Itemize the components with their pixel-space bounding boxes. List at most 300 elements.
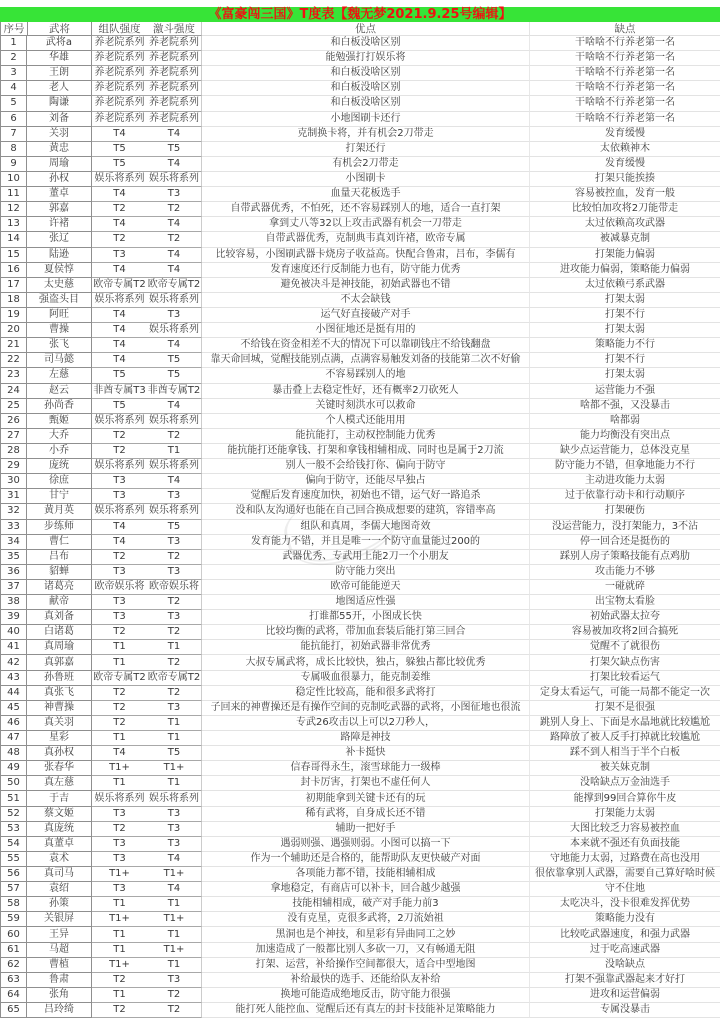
table-row bbox=[0, 595, 720, 610]
pros: 关键时刻洪水可以救命 bbox=[202, 399, 530, 414]
row-number: 28 bbox=[0, 444, 27, 459]
pros: 武器优秀、专武用上能2刀一个小朋友 bbox=[202, 550, 530, 565]
team-tier: 养老院系列 bbox=[92, 112, 147, 127]
table-row bbox=[0, 716, 720, 731]
battle-tier: T1 bbox=[147, 958, 202, 973]
cons: 打架能力偏弱 bbox=[530, 248, 720, 263]
pros: 能打死人能控血、觉醒后还有真左的封卡技能补足策略能力 bbox=[202, 1003, 530, 1018]
pros: 和白板没啥区别 bbox=[202, 81, 530, 96]
row-number: 44 bbox=[0, 686, 27, 701]
header-team-tier: 组队强度 bbox=[92, 22, 147, 36]
table-row bbox=[0, 686, 720, 701]
battle-tier: T2 bbox=[147, 232, 202, 247]
general-name: 真周瑜 bbox=[27, 640, 92, 655]
row-number: 14 bbox=[0, 232, 27, 247]
header-row-number: 序号 bbox=[0, 22, 27, 36]
team-tier: T5 bbox=[92, 157, 147, 172]
battle-tier: T5 bbox=[147, 353, 202, 368]
pros: 辅助一把好手 bbox=[202, 822, 530, 837]
battle-tier: T2 bbox=[147, 595, 202, 610]
general-name: 周瑜 bbox=[27, 157, 92, 172]
row-number: 63 bbox=[0, 973, 27, 988]
row-number: 36 bbox=[0, 565, 27, 580]
general-name: 陶谦 bbox=[27, 96, 92, 111]
general-name: 张春华 bbox=[27, 761, 92, 776]
team-tier: T1+ bbox=[92, 761, 147, 776]
cons: 被减暴克制 bbox=[530, 232, 720, 247]
table-row bbox=[0, 384, 720, 399]
row-number: 12 bbox=[0, 202, 27, 217]
row-number: 57 bbox=[0, 882, 27, 897]
team-tier: T5 bbox=[92, 142, 147, 157]
battle-tier: 娱乐将系列 bbox=[147, 414, 202, 429]
cons: 啥都不强，又没暴击 bbox=[530, 399, 720, 414]
table-row bbox=[0, 655, 720, 670]
row-number: 30 bbox=[0, 474, 27, 489]
battle-tier: T4 bbox=[147, 127, 202, 142]
table-row bbox=[0, 550, 720, 565]
pros: 加速造成了一般都比别人多砍一刀，又有畅通无阻 bbox=[202, 943, 530, 958]
row-number: 18 bbox=[0, 293, 27, 308]
row-number: 53 bbox=[0, 822, 27, 837]
general-name: 袁术 bbox=[27, 852, 92, 867]
general-name: 真郭嘉 bbox=[27, 655, 92, 670]
table-row bbox=[0, 852, 720, 867]
pros: 防守能力突出 bbox=[202, 565, 530, 580]
row-number: 47 bbox=[0, 731, 27, 746]
pros: 个人模式还能用用 bbox=[202, 414, 530, 429]
team-tier: T2 bbox=[92, 202, 147, 217]
header-cons: 缺点 bbox=[530, 22, 720, 36]
pros: 和白板没啥区别 bbox=[202, 66, 530, 81]
general-name: 袁绍 bbox=[27, 882, 92, 897]
table-row bbox=[0, 414, 720, 429]
row-number: 21 bbox=[0, 338, 27, 353]
general-name: 张飞 bbox=[27, 338, 92, 353]
row-number: 52 bbox=[0, 807, 27, 822]
pros: 没有克星，克很多武将，2刀流始祖 bbox=[202, 912, 530, 927]
general-name: 孙尚香 bbox=[27, 399, 92, 414]
team-tier: T3 bbox=[92, 882, 147, 897]
row-number: 26 bbox=[0, 414, 27, 429]
table-row bbox=[0, 96, 720, 111]
row-number: 61 bbox=[0, 943, 27, 958]
team-tier: T4 bbox=[92, 187, 147, 202]
pros: 不容易踩别人的地 bbox=[202, 368, 530, 383]
cons: 干啥啥不行养老第一名 bbox=[530, 36, 720, 51]
battle-tier: T1 bbox=[147, 640, 202, 655]
row-number: 45 bbox=[0, 701, 27, 716]
row-number: 41 bbox=[0, 640, 27, 655]
battle-tier: T3 bbox=[147, 822, 202, 837]
team-tier: T4 bbox=[92, 353, 147, 368]
row-number: 9 bbox=[0, 157, 27, 172]
battle-tier: T1+ bbox=[147, 943, 202, 958]
pros: 技能相辅相成，破产对手能力前3 bbox=[202, 897, 530, 912]
row-number: 10 bbox=[0, 172, 27, 187]
cons: 干啥啥不行养老第一名 bbox=[530, 112, 720, 127]
battle-tier: T4 bbox=[147, 217, 202, 232]
row-number: 54 bbox=[0, 837, 27, 852]
pros: 和白板没啥区别 bbox=[202, 96, 530, 111]
general-name: 孙策 bbox=[27, 897, 92, 912]
team-tier: 养老院系列 bbox=[92, 66, 147, 81]
table-row bbox=[0, 248, 720, 263]
table-row bbox=[0, 897, 720, 912]
table-row bbox=[0, 459, 720, 474]
general-name: 甄姬 bbox=[27, 414, 92, 429]
cons: 打架比较看运气 bbox=[530, 671, 720, 686]
table-row bbox=[0, 187, 720, 202]
cons: 打架只能挨揍 bbox=[530, 172, 720, 187]
cons: 比较怕加攻将2刀能带走 bbox=[530, 202, 720, 217]
team-tier: 养老院系列 bbox=[92, 36, 147, 51]
table-row bbox=[0, 278, 720, 293]
team-tier: T1+ bbox=[92, 958, 147, 973]
table-row bbox=[0, 368, 720, 383]
pros: 避免被决斗是神技能，初始武器也不错 bbox=[202, 278, 530, 293]
team-tier: T3 bbox=[92, 474, 147, 489]
general-name: 真左慈 bbox=[27, 776, 92, 791]
cons: 踩别人房子策略技能有点鸡肋 bbox=[530, 550, 720, 565]
pros: 小图征地还是挺有用的 bbox=[202, 323, 530, 338]
team-tier: 娱乐将系列 bbox=[92, 504, 147, 519]
table-row bbox=[0, 867, 720, 882]
pros: 克制换卡将，并有机会2刀带走 bbox=[202, 127, 530, 142]
team-tier: T4 bbox=[92, 323, 147, 338]
general-name: 曹植 bbox=[27, 958, 92, 973]
row-number: 62 bbox=[0, 958, 27, 973]
pros: 补卡挺快 bbox=[202, 746, 530, 761]
table-row bbox=[0, 172, 720, 187]
general-name: 步练师 bbox=[27, 520, 92, 535]
team-tier: T3 bbox=[92, 595, 147, 610]
general-name: 华雄 bbox=[27, 51, 92, 66]
table-row bbox=[0, 580, 720, 595]
team-tier: T1+ bbox=[92, 912, 147, 927]
row-number: 15 bbox=[0, 248, 27, 263]
row-number: 17 bbox=[0, 278, 27, 293]
battle-tier: 欧帝娱乐将 bbox=[147, 580, 202, 595]
battle-tier: T1 bbox=[147, 444, 202, 459]
pros: 专属吸血很暴力，能克制姜维 bbox=[202, 671, 530, 686]
pros: 作为一个辅助还是合格的，能帮助队友更快破产对面 bbox=[202, 852, 530, 867]
table-row bbox=[0, 232, 720, 247]
cons: 守地能力太弱，过路费在高也没用 bbox=[530, 852, 720, 867]
team-tier: T1 bbox=[92, 776, 147, 791]
general-name: 大乔 bbox=[27, 429, 92, 444]
pros: 能抗能打，主动权控制能力优秀 bbox=[202, 429, 530, 444]
pros: 大叔专属武将，成长比较快，独占，躲独占都比较优秀 bbox=[202, 655, 530, 670]
row-number: 31 bbox=[0, 489, 27, 504]
table-row bbox=[0, 776, 720, 791]
cons: 容易被控血，发育一般 bbox=[530, 187, 720, 202]
battle-tier: T3 bbox=[147, 837, 202, 852]
table-row bbox=[0, 217, 720, 232]
row-number: 5 bbox=[0, 96, 27, 111]
table-row bbox=[0, 112, 720, 127]
battle-tier: 养老院系列 bbox=[147, 36, 202, 51]
row-number: 48 bbox=[0, 746, 27, 761]
table-row bbox=[0, 973, 720, 988]
cons: 太过依赖高攻武器 bbox=[530, 217, 720, 232]
table-row bbox=[0, 293, 720, 308]
battle-tier: 欧帝专属T2 bbox=[147, 278, 202, 293]
battle-tier: T1+ bbox=[147, 912, 202, 927]
pros: 信春哥得永生，滚雪球能力一级棒 bbox=[202, 761, 530, 776]
table-row bbox=[0, 640, 720, 655]
team-tier: 欧帝专属T2 bbox=[92, 278, 147, 293]
team-tier: T4 bbox=[92, 127, 147, 142]
row-number: 13 bbox=[0, 217, 27, 232]
team-tier: 娱乐将系列 bbox=[92, 172, 147, 187]
row-number: 51 bbox=[0, 791, 27, 806]
battle-tier: T3 bbox=[147, 565, 202, 580]
general-name: 张角 bbox=[27, 988, 92, 1003]
team-tier: T5 bbox=[92, 368, 147, 383]
general-name: 曹操 bbox=[27, 323, 92, 338]
table-row bbox=[0, 791, 720, 806]
row-number: 50 bbox=[0, 776, 27, 791]
general-name: 白诸葛 bbox=[27, 625, 92, 640]
battle-tier: T4 bbox=[147, 882, 202, 897]
battle-tier: T2 bbox=[147, 1003, 202, 1018]
row-number: 56 bbox=[0, 867, 27, 882]
table-row bbox=[0, 36, 720, 51]
pros: 欧帝可能能逆天 bbox=[202, 580, 530, 595]
row-number: 64 bbox=[0, 988, 27, 1003]
pros: 地图适应性强 bbox=[202, 595, 530, 610]
general-name: 老人 bbox=[27, 81, 92, 96]
team-tier: T3 bbox=[92, 489, 147, 504]
table-row bbox=[0, 761, 720, 776]
general-name: 马超 bbox=[27, 943, 92, 958]
cons: 进攻能力偏弱，策略能力偏弱 bbox=[530, 263, 720, 278]
table-row bbox=[0, 731, 720, 746]
table-row bbox=[0, 610, 720, 625]
team-tier: 养老院系列 bbox=[92, 81, 147, 96]
table-row bbox=[0, 308, 720, 323]
pros: 能勉强打打娱乐将 bbox=[202, 51, 530, 66]
general-name: 王朗 bbox=[27, 66, 92, 81]
pros: 能抗能打还能拿钱、打架和拿钱相辅相成、同时也是属于2刀流 bbox=[202, 444, 530, 459]
table-header-row bbox=[0, 22, 720, 36]
pros: 发育速度还行反制能力也有，防守能力优秀 bbox=[202, 263, 530, 278]
battle-tier: T3 bbox=[147, 187, 202, 202]
team-tier: T1 bbox=[92, 640, 147, 655]
row-number: 32 bbox=[0, 504, 27, 519]
team-tier: T1 bbox=[92, 731, 147, 746]
cons: 攻击能力不够 bbox=[530, 565, 720, 580]
cons: 一碰就碎 bbox=[530, 580, 720, 595]
battle-tier: T4 bbox=[147, 474, 202, 489]
general-name: 关羽 bbox=[27, 127, 92, 142]
row-number: 27 bbox=[0, 429, 27, 444]
table-row bbox=[0, 943, 720, 958]
pros: 组队和真周，李儒大地图奇效 bbox=[202, 520, 530, 535]
general-name: 吕玲绮 bbox=[27, 1003, 92, 1018]
table-row bbox=[0, 429, 720, 444]
general-name: 陆逊 bbox=[27, 248, 92, 263]
pros: 补给最快的选手、还能给队友补给 bbox=[202, 973, 530, 988]
general-name: 黄月英 bbox=[27, 504, 92, 519]
table-row bbox=[0, 157, 720, 172]
row-number: 65 bbox=[0, 1003, 27, 1018]
row-number: 58 bbox=[0, 897, 27, 912]
general-name: 貂蝉 bbox=[27, 565, 92, 580]
general-name: 徐庶 bbox=[27, 474, 92, 489]
pros: 换地可能造成绝地反击，防守能力很强 bbox=[202, 988, 530, 1003]
table-row bbox=[0, 504, 720, 519]
table-row bbox=[0, 51, 720, 66]
cons: 没运营能力，没打架能力，3不沾 bbox=[530, 520, 720, 535]
team-tier: T2 bbox=[92, 822, 147, 837]
battle-tier: T3 bbox=[147, 701, 202, 716]
cons: 打架能力太弱 bbox=[530, 807, 720, 822]
pros: 子回来的神曹操还是有操作空间的克制吃武器的武将，小图征地也很流 bbox=[202, 701, 530, 716]
battle-tier: T2 bbox=[147, 625, 202, 640]
cons: 初始武器太拉夸 bbox=[530, 610, 720, 625]
cons: 觉醒不了就很伤 bbox=[530, 640, 720, 655]
battle-tier: 欧帝专属T2 bbox=[147, 671, 202, 686]
general-name: 左慈 bbox=[27, 368, 92, 383]
battle-tier: T3 bbox=[147, 973, 202, 988]
pros: 路障是神技 bbox=[202, 731, 530, 746]
row-number: 7 bbox=[0, 127, 27, 142]
pros: 打架还行 bbox=[202, 142, 530, 157]
table-row bbox=[0, 474, 720, 489]
cons: 太吃决斗，没卡很难发挥优势 bbox=[530, 897, 720, 912]
table-row bbox=[0, 81, 720, 96]
cons: 打架不是很强 bbox=[530, 701, 720, 716]
team-tier: 娱乐将系列 bbox=[92, 293, 147, 308]
cons: 打架欠缺点伤害 bbox=[530, 655, 720, 670]
battle-tier: T1 bbox=[147, 716, 202, 731]
general-name: 神曹操 bbox=[27, 701, 92, 716]
cons: 防守能力不错，但拿地能力不行 bbox=[530, 459, 720, 474]
row-number: 4 bbox=[0, 81, 27, 96]
general-name: 星彩 bbox=[27, 731, 92, 746]
battle-tier: T2 bbox=[147, 429, 202, 444]
battle-tier: 养老院系列 bbox=[147, 96, 202, 111]
general-name: 真张飞 bbox=[27, 686, 92, 701]
row-number: 35 bbox=[0, 550, 27, 565]
cons: 没啥缺点万金油选手 bbox=[530, 776, 720, 791]
general-name: 真董卓 bbox=[27, 837, 92, 852]
team-tier: T1 bbox=[92, 943, 147, 958]
team-tier: T3 bbox=[92, 565, 147, 580]
table-row bbox=[0, 489, 720, 504]
pros: 没和队友沟通好也能在自己回合换成想要的建筑，容错率高 bbox=[202, 504, 530, 519]
general-name: 孙鲁班 bbox=[27, 671, 92, 686]
team-tier: 娱乐将系列 bbox=[92, 791, 147, 806]
battle-tier: T4 bbox=[147, 157, 202, 172]
battle-tier: T1 bbox=[147, 776, 202, 791]
pros: 运气好直接破产对手 bbox=[202, 308, 530, 323]
pros: 不太会缺钱 bbox=[202, 293, 530, 308]
pros: 暴击叠上去稳定性好，还有概率2刀砍死人 bbox=[202, 384, 530, 399]
cons: 本来就不强还有负面技能 bbox=[530, 837, 720, 852]
cons: 能力均衡没有突出点 bbox=[530, 429, 720, 444]
cons: 缺少点运营能力，总体没克星 bbox=[530, 444, 720, 459]
battle-tier: T4 bbox=[147, 399, 202, 414]
battle-tier: T2 bbox=[147, 550, 202, 565]
cons: 进攻和运营偏弱 bbox=[530, 988, 720, 1003]
cons: 打架硬伤 bbox=[530, 504, 720, 519]
general-name: 庞统 bbox=[27, 459, 92, 474]
pros: 小地图刷卡还行 bbox=[202, 112, 530, 127]
table-row bbox=[0, 988, 720, 1003]
general-name: 曹仁 bbox=[27, 535, 92, 550]
battle-tier: 娱乐将系列 bbox=[147, 323, 202, 338]
battle-tier: T1 bbox=[147, 927, 202, 942]
team-tier: T2 bbox=[92, 686, 147, 701]
battle-tier: 娱乐将系列 bbox=[147, 791, 202, 806]
cons: 运营能力不强 bbox=[530, 384, 720, 399]
team-tier: T2 bbox=[92, 701, 147, 716]
table-row bbox=[0, 263, 720, 278]
battle-tier: 养老院系列 bbox=[147, 112, 202, 127]
battle-tier: T4 bbox=[147, 263, 202, 278]
table-row bbox=[0, 927, 720, 942]
general-name: 关银屏 bbox=[27, 912, 92, 927]
pros: 比较容易，小图刷武器卡烧房子收益高。快配合鲁肃，吕布，李儒有 bbox=[202, 248, 530, 263]
team-tier: T1 bbox=[92, 655, 147, 670]
general-name: 董卓 bbox=[27, 187, 92, 202]
table-row bbox=[0, 912, 720, 927]
pros: 稀有武将，自身成长还不错 bbox=[202, 807, 530, 822]
row-number: 39 bbox=[0, 610, 27, 625]
cons: 停一回合还是挺伤的 bbox=[530, 535, 720, 550]
cons: 打架太弱 bbox=[530, 323, 720, 338]
team-tier: T4 bbox=[92, 746, 147, 761]
general-name: 武将a bbox=[27, 36, 92, 51]
pros: 有机会2刀带走 bbox=[202, 157, 530, 172]
team-tier: T1 bbox=[92, 988, 147, 1003]
battle-tier: T2 bbox=[147, 655, 202, 670]
table-row bbox=[0, 671, 720, 686]
battle-tier: T3 bbox=[147, 610, 202, 625]
row-number: 6 bbox=[0, 112, 27, 127]
table-row bbox=[0, 399, 720, 414]
cons: 容易被加攻将2回合搞死 bbox=[530, 625, 720, 640]
general-name: 夏侯惇 bbox=[27, 263, 92, 278]
pros: 比较均衡的武将，带加血套装后能打第三回合 bbox=[202, 625, 530, 640]
row-number: 38 bbox=[0, 595, 27, 610]
pros: 别人一般不会给钱打你、偏向于防守 bbox=[202, 459, 530, 474]
row-number: 34 bbox=[0, 535, 27, 550]
cons: 干啥啥不行养老第一名 bbox=[530, 96, 720, 111]
table-row bbox=[0, 837, 720, 852]
battle-tier: T1+ bbox=[147, 761, 202, 776]
cons: 路障放了被人反手打掉就比较尴尬 bbox=[530, 731, 720, 746]
pros: 不给钱在资金相差不大的情况下可以靠刷钱庄不给钱翻盘 bbox=[202, 338, 530, 353]
row-number: 22 bbox=[0, 353, 27, 368]
pros: 拿地稳定，有商店可以补卡，回合越少越强 bbox=[202, 882, 530, 897]
row-number: 43 bbox=[0, 671, 27, 686]
pros: 遇弱则强、遇强则弱。小图可以搞一下 bbox=[202, 837, 530, 852]
team-tier: 娱乐将系列 bbox=[92, 414, 147, 429]
row-number: 29 bbox=[0, 459, 27, 474]
cons: 定身太看运气，可能一局都不能定一次 bbox=[530, 686, 720, 701]
row-number: 23 bbox=[0, 368, 27, 383]
general-name: 王异 bbox=[27, 927, 92, 942]
team-tier: T4 bbox=[92, 338, 147, 353]
row-number: 33 bbox=[0, 520, 27, 535]
general-name: 于吉 bbox=[27, 791, 92, 806]
team-tier: T2 bbox=[92, 444, 147, 459]
battle-tier: T2 bbox=[147, 202, 202, 217]
